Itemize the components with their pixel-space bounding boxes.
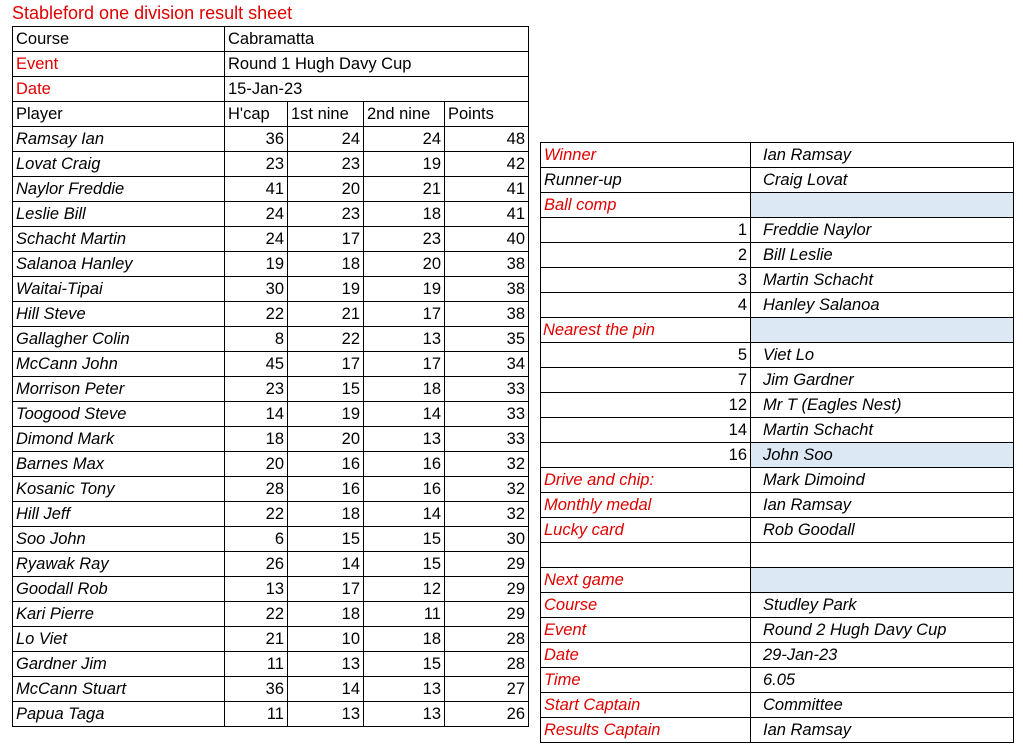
player-points: 38 (445, 277, 529, 302)
player-hcap: 45 (225, 352, 288, 377)
player-row (13, 427, 529, 452)
player-second-nine: 23 (364, 227, 445, 252)
player-name: McCann Stuart (13, 677, 225, 702)
header-second-nine: 2nd nine (364, 102, 445, 127)
player-row (13, 502, 529, 527)
event-value: Round 1 Hugh Davy Cup (225, 52, 529, 77)
player-name: Morrison Peter (13, 377, 225, 402)
player-first-nine: 23 (288, 152, 364, 177)
award-value: Hanley Salanoa (751, 293, 1014, 318)
player-row (13, 252, 529, 277)
player-name: Waitai-Tipai (13, 277, 225, 302)
player-second-nine: 18 (364, 627, 445, 652)
award-value: Ian Ramsay (751, 718, 1014, 743)
player-hcap: 22 (225, 602, 288, 627)
player-first-nine: 18 (288, 602, 364, 627)
award-row (541, 693, 1014, 718)
player-points: 42 (445, 152, 529, 177)
player-points: 29 (445, 577, 529, 602)
player-second-nine: 14 (364, 402, 445, 427)
player-name: Ramsay Ian (13, 127, 225, 152)
award-value: Craig Lovat (751, 168, 1014, 193)
award-label: Course (541, 593, 751, 618)
award-row (541, 268, 1014, 293)
award-row (541, 393, 1014, 418)
award-label: Runner-up (541, 168, 751, 193)
date-row (13, 77, 529, 102)
player-first-nine: 18 (288, 252, 364, 277)
date-label: Date (13, 77, 225, 102)
player-second-nine: 17 (364, 302, 445, 327)
award-row (541, 668, 1014, 693)
award-position: 3 (541, 268, 751, 293)
player-hcap: 20 (225, 452, 288, 477)
player-row (13, 352, 529, 377)
player-name: Papua Taga (13, 702, 225, 727)
award-label: Start Captain (541, 693, 751, 718)
player-first-nine: 17 (288, 577, 364, 602)
player-first-nine: 24 (288, 127, 364, 152)
player-hcap: 11 (225, 652, 288, 677)
player-first-nine: 17 (288, 227, 364, 252)
player-second-nine: 24 (364, 127, 445, 152)
player-hcap: 21 (225, 627, 288, 652)
player-hcap: 41 (225, 177, 288, 202)
player-hcap: 24 (225, 227, 288, 252)
player-hcap: 23 (225, 152, 288, 177)
player-row (13, 702, 529, 727)
award-value: Rob Goodall (751, 518, 1014, 543)
player-row (13, 452, 529, 477)
player-second-nine: 11 (364, 602, 445, 627)
player-name: Salanoa Hanley (13, 252, 225, 277)
player-hcap: 22 (225, 502, 288, 527)
player-points: 29 (445, 602, 529, 627)
player-second-nine: 16 (364, 477, 445, 502)
award-value: Ian Ramsay (751, 143, 1014, 168)
player-points: 30 (445, 527, 529, 552)
player-first-nine: 20 (288, 427, 364, 452)
event-row (13, 52, 529, 77)
player-second-nine: 17 (364, 352, 445, 377)
player-name: Goodall Rob (13, 577, 225, 602)
player-points: 32 (445, 477, 529, 502)
player-hcap: 14 (225, 402, 288, 427)
award-position: 7 (541, 368, 751, 393)
player-row (13, 302, 529, 327)
header-points: Points (445, 102, 529, 127)
player-second-nine: 21 (364, 177, 445, 202)
player-name: Lovat Craig (13, 152, 225, 177)
player-first-nine: 14 (288, 552, 364, 577)
player-second-nine: 20 (364, 252, 445, 277)
player-name: Soo John (13, 527, 225, 552)
player-name: Gardner Jim (13, 652, 225, 677)
player-second-nine: 12 (364, 577, 445, 602)
award-row (541, 493, 1014, 518)
player-points: 28 (445, 652, 529, 677)
player-points: 33 (445, 402, 529, 427)
award-position: 2 (541, 243, 751, 268)
player-second-nine: 16 (364, 452, 445, 477)
award-label: Results Captain (541, 718, 751, 743)
award-label: Event (541, 618, 751, 643)
player-row (13, 377, 529, 402)
player-hcap: 13 (225, 577, 288, 602)
award-position: 5 (541, 343, 751, 368)
player-row (13, 477, 529, 502)
header-player: Player (13, 102, 225, 127)
player-first-nine: 13 (288, 702, 364, 727)
player-second-nine: 13 (364, 327, 445, 352)
player-row (13, 127, 529, 152)
player-first-nine: 16 (288, 477, 364, 502)
player-row (13, 552, 529, 577)
award-row (541, 568, 1014, 593)
award-position: 4 (541, 293, 751, 318)
award-position: 1 (541, 218, 751, 243)
player-hcap: 22 (225, 302, 288, 327)
player-hcap: 8 (225, 327, 288, 352)
player-first-nine: 15 (288, 527, 364, 552)
player-row (13, 652, 529, 677)
award-value: Martin Schacht (751, 268, 1014, 293)
award-position: 14 (541, 418, 751, 443)
player-hcap: 18 (225, 427, 288, 452)
award-value (751, 318, 1014, 343)
player-second-nine: 19 (364, 277, 445, 302)
player-first-nine: 23 (288, 202, 364, 227)
award-row (541, 618, 1014, 643)
player-first-nine: 15 (288, 377, 364, 402)
player-first-nine: 21 (288, 302, 364, 327)
player-row (13, 152, 529, 177)
player-points: 41 (445, 177, 529, 202)
header-row (13, 102, 529, 127)
award-row (541, 343, 1014, 368)
player-hcap: 23 (225, 377, 288, 402)
award-label: Drive and chip: (541, 468, 751, 493)
player-points: 32 (445, 452, 529, 477)
results-table (12, 26, 529, 727)
award-label: Monthly medal (541, 493, 751, 518)
player-first-nine: 13 (288, 652, 364, 677)
award-value: 6.05 (751, 668, 1014, 693)
player-name: Toogood Steve (13, 402, 225, 427)
award-value: Freddie Naylor (751, 218, 1014, 243)
player-hcap: 11 (225, 702, 288, 727)
player-name: Gallagher Colin (13, 327, 225, 352)
award-row (541, 243, 1014, 268)
award-value: John Soo (751, 443, 1014, 468)
player-points: 33 (445, 427, 529, 452)
award-value: Studley Park (751, 593, 1014, 618)
player-points: 34 (445, 352, 529, 377)
player-hcap: 36 (225, 677, 288, 702)
award-value: Martin Schacht (751, 418, 1014, 443)
player-hcap: 26 (225, 552, 288, 577)
player-name: Ryawak Ray (13, 552, 225, 577)
player-points: 29 (445, 552, 529, 577)
player-row (13, 227, 529, 252)
player-row (13, 527, 529, 552)
player-row (13, 677, 529, 702)
award-value (751, 543, 1014, 568)
player-second-nine: 18 (364, 202, 445, 227)
player-name: Lo Viet (13, 627, 225, 652)
player-second-nine: 13 (364, 427, 445, 452)
player-name: Hill Jeff (13, 502, 225, 527)
player-points: 40 (445, 227, 529, 252)
player-points: 26 (445, 702, 529, 727)
player-first-nine: 19 (288, 402, 364, 427)
award-row (541, 368, 1014, 393)
player-name: Naylor Freddie (13, 177, 225, 202)
award-row (541, 143, 1014, 168)
award-row (541, 193, 1014, 218)
player-hcap: 36 (225, 127, 288, 152)
award-position: 16 (541, 443, 751, 468)
player-name: Hill Steve (13, 302, 225, 327)
player-points: 33 (445, 377, 529, 402)
award-label: Date (541, 643, 751, 668)
player-hcap: 28 (225, 477, 288, 502)
award-label (541, 543, 751, 568)
award-row (541, 643, 1014, 668)
header-hcap: H'cap (225, 102, 288, 127)
player-points: 48 (445, 127, 529, 152)
player-first-nine: 10 (288, 627, 364, 652)
player-second-nine: 13 (364, 677, 445, 702)
course-value: Cabramatta (225, 27, 529, 52)
award-value: Mr T (Eagles Nest) (751, 393, 1014, 418)
player-row (13, 627, 529, 652)
player-row (13, 402, 529, 427)
awards-table (540, 142, 1014, 743)
award-label: Time (541, 668, 751, 693)
event-label: Event (13, 52, 225, 77)
player-second-nine: 14 (364, 502, 445, 527)
player-first-nine: 22 (288, 327, 364, 352)
award-label: Next game (541, 568, 751, 593)
player-points: 41 (445, 202, 529, 227)
player-row (13, 327, 529, 352)
award-row (541, 718, 1014, 743)
player-name: Kosanic Tony (13, 477, 225, 502)
award-row (541, 218, 1014, 243)
course-label: Course (13, 27, 225, 52)
award-label: Ball comp (541, 193, 751, 218)
award-value: Round 2 Hugh Davy Cup (751, 618, 1014, 643)
player-second-nine: 15 (364, 527, 445, 552)
player-first-nine: 18 (288, 502, 364, 527)
player-hcap: 19 (225, 252, 288, 277)
player-name: Kari Pierre (13, 602, 225, 627)
player-name: Leslie Bill (13, 202, 225, 227)
player-first-nine: 17 (288, 352, 364, 377)
award-label: Winner (541, 143, 751, 168)
award-row (541, 593, 1014, 618)
player-row (13, 577, 529, 602)
player-points: 38 (445, 302, 529, 327)
player-name: Barnes Max (13, 452, 225, 477)
player-name: Dimond Mark (13, 427, 225, 452)
player-first-nine: 20 (288, 177, 364, 202)
award-value: Jim Gardner (751, 368, 1014, 393)
player-name: McCann John (13, 352, 225, 377)
player-hcap: 24 (225, 202, 288, 227)
date-value: 15-Jan-23 (225, 77, 529, 102)
player-second-nine: 18 (364, 377, 445, 402)
award-row (541, 168, 1014, 193)
award-value: Mark Dimoind (751, 468, 1014, 493)
player-first-nine: 16 (288, 452, 364, 477)
course-row (13, 27, 529, 52)
player-hcap: 6 (225, 527, 288, 552)
award-value: Bill Leslie (751, 243, 1014, 268)
award-label: Lucky card (541, 518, 751, 543)
award-row (541, 543, 1014, 568)
award-value (751, 193, 1014, 218)
player-hcap: 30 (225, 277, 288, 302)
award-row (541, 443, 1014, 468)
player-first-nine: 19 (288, 277, 364, 302)
player-second-nine: 13 (364, 702, 445, 727)
player-points: 28 (445, 627, 529, 652)
player-points: 38 (445, 252, 529, 277)
player-points: 35 (445, 327, 529, 352)
player-second-nine: 15 (364, 652, 445, 677)
player-second-nine: 15 (364, 552, 445, 577)
award-row (541, 518, 1014, 543)
award-value: Viet Lo (751, 343, 1014, 368)
player-row (13, 202, 529, 227)
sheet-title: Stableford one division result sheet (12, 3, 293, 23)
player-row (13, 177, 529, 202)
award-row (541, 293, 1014, 318)
award-position: 12 (541, 393, 751, 418)
player-second-nine: 19 (364, 152, 445, 177)
award-label: Nearest the pin (541, 318, 751, 343)
award-row (541, 418, 1014, 443)
award-value: 29-Jan-23 (751, 643, 1014, 668)
award-value: Committee (751, 693, 1014, 718)
award-row (541, 468, 1014, 493)
award-value (751, 568, 1014, 593)
award-row (541, 318, 1014, 343)
player-row (13, 277, 529, 302)
award-value: Ian Ramsay (751, 493, 1014, 518)
player-points: 32 (445, 502, 529, 527)
player-row (13, 602, 529, 627)
player-points: 27 (445, 677, 529, 702)
player-name: Schacht Martin (13, 227, 225, 252)
player-first-nine: 14 (288, 677, 364, 702)
header-first-nine: 1st nine (288, 102, 364, 127)
